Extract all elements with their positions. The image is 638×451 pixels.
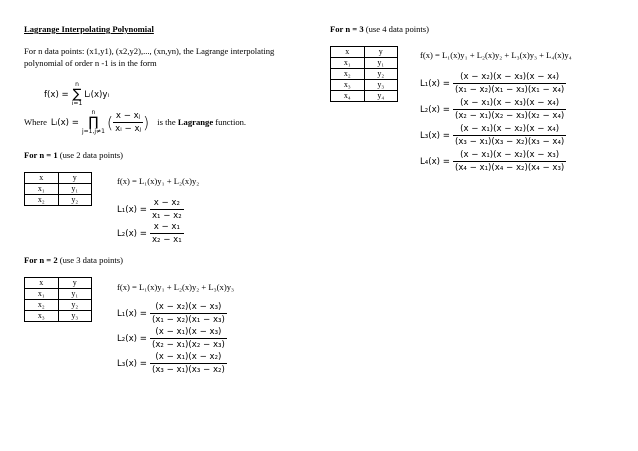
intro-line-1: For n data points: (x1,y1), (x2,y2),..., (xn,yn), the Lagrange interpolating <box>24 46 275 56</box>
table-header-x: x <box>25 278 59 289</box>
table-cell: y₁ <box>58 289 92 300</box>
section-n2-L2: L₂(x) = $\frac{\text{(x − x₁)(x − x₃)}}{\text{(x₂ − x₁)(x₂ − x₃)}}$ <box>117 327 225 350</box>
section-n1-heading: For n = 1 (use 2 data points) <box>24 150 124 160</box>
sum-term: Lᵢ(x)yᵢ <box>84 89 110 100</box>
intro-line-2: polynomial of order n -1 is in the form <box>24 58 157 68</box>
table-cell: x₁ <box>25 184 59 195</box>
where-lhs: Lᵢ(x) = <box>50 117 79 128</box>
sum-formula <box>44 82 109 107</box>
table-header-y: y <box>58 278 92 289</box>
table-header-y: y <box>364 47 398 58</box>
table-cell: y₂ <box>364 69 398 80</box>
product-lower: j=1,j≠1 <box>81 128 105 135</box>
section-n2-f-line: f(x) = L₁(x)y₁ + L₂(x)y₂ + L₃(x)y₃ <box>117 282 234 292</box>
page-title: Lagrange Interpolating Polynomial <box>24 24 154 34</box>
table-header-y: y <box>58 173 92 184</box>
table-cell: y₃ <box>58 311 92 322</box>
table-cell: x₃ <box>331 80 365 91</box>
section-n2-L1: L₁(x) = $\frac{\text{(x − x₂)(x − x₃)}}{\text{(x₁ − x₂)(x₁ − x₃)}}$ <box>117 302 225 325</box>
section-n3-L1: L₁(x) = $\frac{\text{(x − x₂)(x − x₃)(x − x₄)}}{\text{(x₁ − x₂)(x₁ − x₃)(x₁ − x₄)}}$ <box>420 72 565 95</box>
section-n1-L2: L₂(x) = $\frac{\text{x − x₁}}{\text{x₂ − x₁}}$ <box>117 222 182 245</box>
table-cell: y₂ <box>58 195 92 206</box>
table-cell: y₁ <box>58 184 92 195</box>
table-cell: y₃ <box>364 80 398 91</box>
section-n3-L3: L₃(x) = $\frac{\text{(x − x₁)(x − x₂)(x − x₄)}}{\text{(x₃ − x₁)(x₃ − x₂)(x₃ − x₄)}}$ <box>420 124 565 147</box>
where-formula <box>24 110 246 135</box>
product-upper: n <box>91 109 96 116</box>
right-paren: ) <box>143 113 150 132</box>
sum-operator <box>72 82 83 107</box>
where-suffix: is the Lagrange function. <box>157 117 247 127</box>
table-cell: x₄ <box>331 91 365 102</box>
section-n2-heading: For n = 2 (use 3 data points) <box>24 255 124 265</box>
section-n3-heading: For n = 3 (use 4 data points) <box>330 24 430 34</box>
where-denominator: xᵢ − xⱼ <box>115 124 142 134</box>
left-paren: ( <box>106 113 114 132</box>
section-n2-table <box>24 277 92 322</box>
section-n3-f-line: f(x) = L₁(x)y₁ + L₂(x)y₂ + L₃(x)y₃ + L₄(x)y₄ <box>420 50 572 60</box>
table-cell: x₂ <box>331 69 365 80</box>
sum-upper: n <box>75 81 79 88</box>
product-symbol: ∏ <box>88 115 99 130</box>
where-prefix: Where <box>24 117 47 127</box>
table-cell: y₂ <box>58 300 92 311</box>
section-n1-f-line: f(x) = L₁(x)y₁ + L₂(x)y₂ <box>117 176 200 186</box>
where-fraction <box>113 111 143 134</box>
section-n2-L3: L₃(x) = $\frac{\text{(x − x₁)(x − x₂)}}{\text{(x₃ − x₁)(x₃ − x₂)}}$ <box>117 352 225 375</box>
section-n3-table <box>330 46 398 102</box>
table-cell: x₂ <box>25 195 59 206</box>
table-cell: y₁ <box>364 58 398 69</box>
sum-lower: i=1 <box>71 100 83 107</box>
table-cell: x₃ <box>25 311 59 322</box>
table-header-x: x <box>331 47 365 58</box>
section-n3-L2: L₂(x) = $\frac{\text{(x − x₁)(x − x₃)(x − x₄)}}{\text{(x₂ − x₁)(x₂ − x₃)(x₂ − x₄)}}$ <box>420 98 565 121</box>
table-header-x: x <box>25 173 59 184</box>
table-cell: x₁ <box>25 289 59 300</box>
sum-symbol: ∑ <box>72 87 82 102</box>
sum-lhs: f(x) = <box>44 89 69 100</box>
section-n3-L4: L₄(x) = $\frac{\text{(x − x₁)(x − x₂)(x − x₃)}}{\text{(x₄ − x₁)(x₄ − x₂)(x₄ − x₃)}}$ <box>420 150 565 173</box>
table-cell: y₄ <box>364 91 398 102</box>
section-n1-L1: L₁(x) = $\frac{\text{x − x₂}}{\text{x₁ − x₂}}$ <box>117 198 182 221</box>
section-n1-table <box>24 172 92 206</box>
where-numerator: x − xⱼ <box>113 111 143 123</box>
table-cell: x₁ <box>331 58 365 69</box>
table-cell: x₂ <box>25 300 59 311</box>
product-operator <box>82 110 105 135</box>
